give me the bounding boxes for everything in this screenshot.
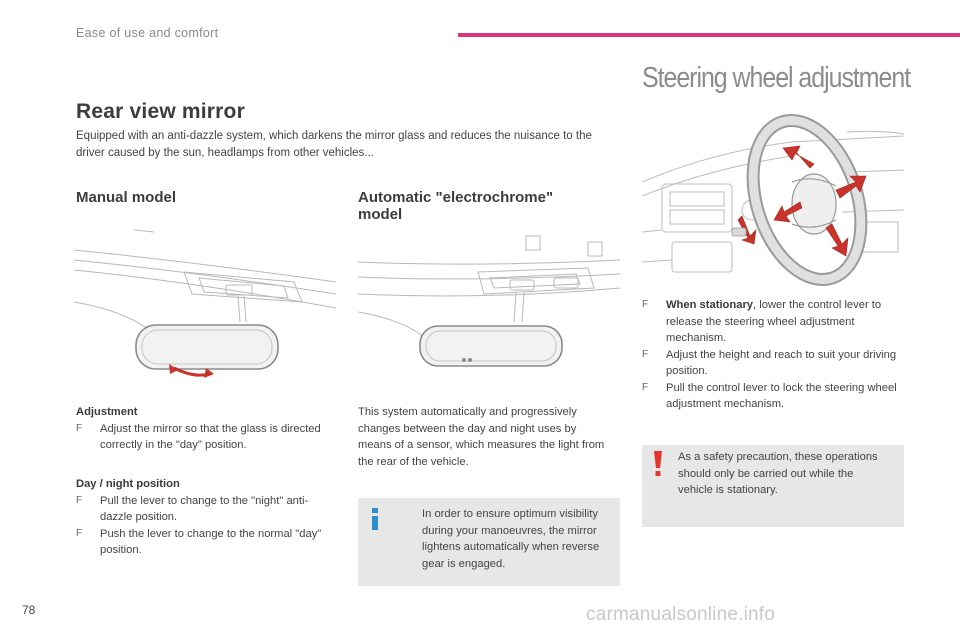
header-accent-bar xyxy=(458,33,960,37)
warning-note-text: As a safety precaution, these operations should only be carried out while the vehicle is stationary. xyxy=(678,451,878,496)
watermark: carmanualsonline.info xyxy=(586,604,776,625)
info-note-box xyxy=(358,498,620,586)
steering-steps xyxy=(642,297,898,413)
steering-wheel-illustration xyxy=(642,112,904,288)
warning-note-box xyxy=(642,445,904,527)
info-note-text: In order to ensure optimum visibility during your manoeuvres, the mirror lightens automatically when reverse gear is engaged. xyxy=(422,508,600,570)
rear-mirror-title: Rear view mirror xyxy=(76,100,245,123)
bullet-icon: F xyxy=(76,422,83,434)
info-icon xyxy=(368,508,382,530)
bullet-icon: F xyxy=(642,348,649,360)
control-lever xyxy=(732,228,746,236)
list-item: F Adjust the mirror so that the glass is directed correctly in the "day" position. xyxy=(76,422,321,451)
bullet-icon: F xyxy=(642,381,649,393)
list-item: F Push the lever to change to the normal "day" position. xyxy=(76,527,322,556)
bullet-icon: F xyxy=(642,299,649,310)
manual-adjustment: Adjustment F Adjust the mirror so that the glass is directed correctly in the "day" position. xyxy=(76,404,334,454)
arrow-down-icon xyxy=(826,224,848,256)
list-item: F When stationary, lower the control lever to release the steering wheel adjustment mechanism. xyxy=(642,299,882,344)
bullet-icon: F xyxy=(76,527,83,539)
bullet-icon: F xyxy=(76,494,83,506)
rear-mirror-intro: Equipped with an anti-dazzle system, which darkens the mirror glass and reduces the nuisance to the driver caused by the sun, headlamps from other vehicles... xyxy=(76,130,592,159)
manual-model-title: Manual model xyxy=(76,189,177,206)
section-header: Ease of use and comfort xyxy=(76,26,219,40)
automatic-description: This system automatically and progressively changes between the day and night uses by means of a sensor, which measures the light from the rear of the vehicle. xyxy=(358,406,605,468)
automatic-mirror-illustration xyxy=(358,222,620,400)
automatic-model-title: Automatic "electrochrome" model xyxy=(358,189,554,223)
steering-title: Steering wheel adjustment xyxy=(642,62,911,94)
list-item: F Pull the control lever to lock the steering wheel adjustment mechanism. xyxy=(642,381,897,410)
warning-icon xyxy=(652,451,664,477)
manual-mirror-illustration xyxy=(74,222,336,400)
manual-day-night: Day / night position F Pull the lever to change to the "night" anti-dazzle position. F Push the lever to change to the normal "day" position. xyxy=(76,476,334,559)
list-item: F Adjust the height and reach to suit your driving position. xyxy=(642,348,897,377)
list-item: F Pull the lever to change to the "night" anti-dazzle position. xyxy=(76,494,309,523)
page-number: 78 xyxy=(22,603,36,617)
